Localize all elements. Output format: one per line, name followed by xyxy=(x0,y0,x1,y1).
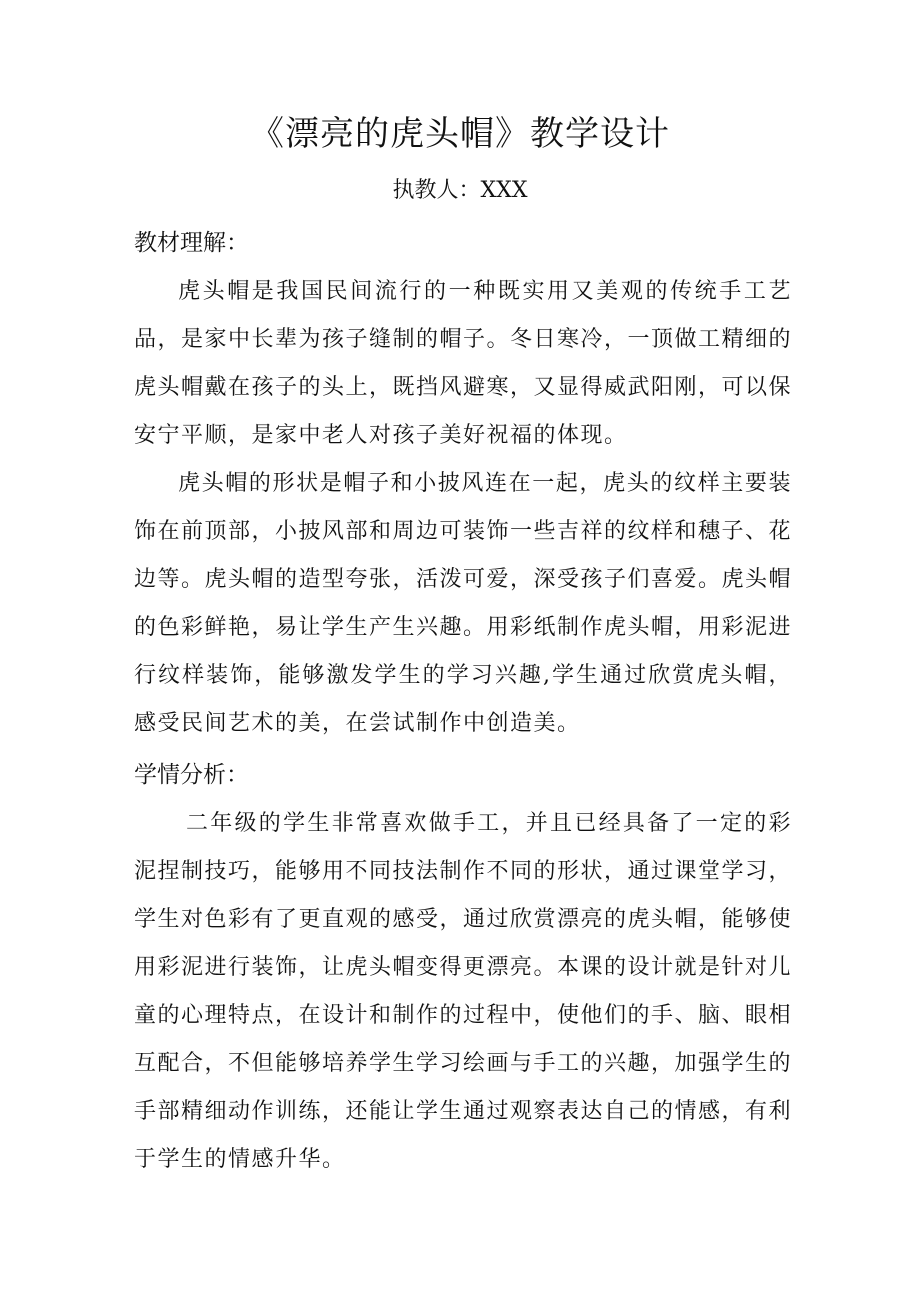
section-heading-textbook-understanding: 教材理解： xyxy=(134,230,249,256)
paragraph-student-analysis: 二年级的学生非常喜欢做手工，并且已经具备了一定的彩泥捏制技巧，能够用不同技法制作不同的形状，通过课堂学习，学生对色彩有了更直观的感受，通过欣赏漂亮的虎头帽，能够使用彩泥进行装饰，让虎头帽变得更漂亮。本课的设计就是针对儿童的心理特点，在设计和制作的过程中，使他们的手、脑、眼相互配合，不但能够培养学生学习绘画与手工的兴趣，加强学生的手部精细动作训练，还能让学生通过观察表达自己的情感，有利于学生的情感升华。 xyxy=(134,811,793,1172)
paragraph-tiger-hat-intro: 虎头帽是我国民间流行的一种既实用又美观的传统手工艺品，是家中长辈为孩子缝制的帽子。冬日寒冷，一顶做工精细的虎头帽戴在孩子的头上，既挡风避寒，又显得威武阳刚，可以保安宁平顺，是家中老人对孩子美好祝福的体现。 xyxy=(134,279,793,448)
author-line: 执教人：XXX xyxy=(392,178,528,203)
section-heading-student-analysis: 学情分析： xyxy=(134,762,249,788)
paragraph-tiger-hat-shape: 虎头帽的形状是帽子和小披风连在一起，虎头的纹样主要装饰在前顶部，小披风部和周边可装饰一些吉祥的纹样和穗子、花边等。虎头帽的造型夸张，活泼可爱，深受孩子们喜爱。虎头帽的色彩鲜艳，易让学生产生兴趣。用彩纸制作虎头帽，用彩泥进行纹样装饰，能够激发学生的学习兴趣,学生通过欣赏虎头帽，感受民间艺术的美，在尝试制作中创造美。 xyxy=(134,471,793,736)
document-title: 《漂亮的虎头帽》教学设计 xyxy=(250,114,670,154)
